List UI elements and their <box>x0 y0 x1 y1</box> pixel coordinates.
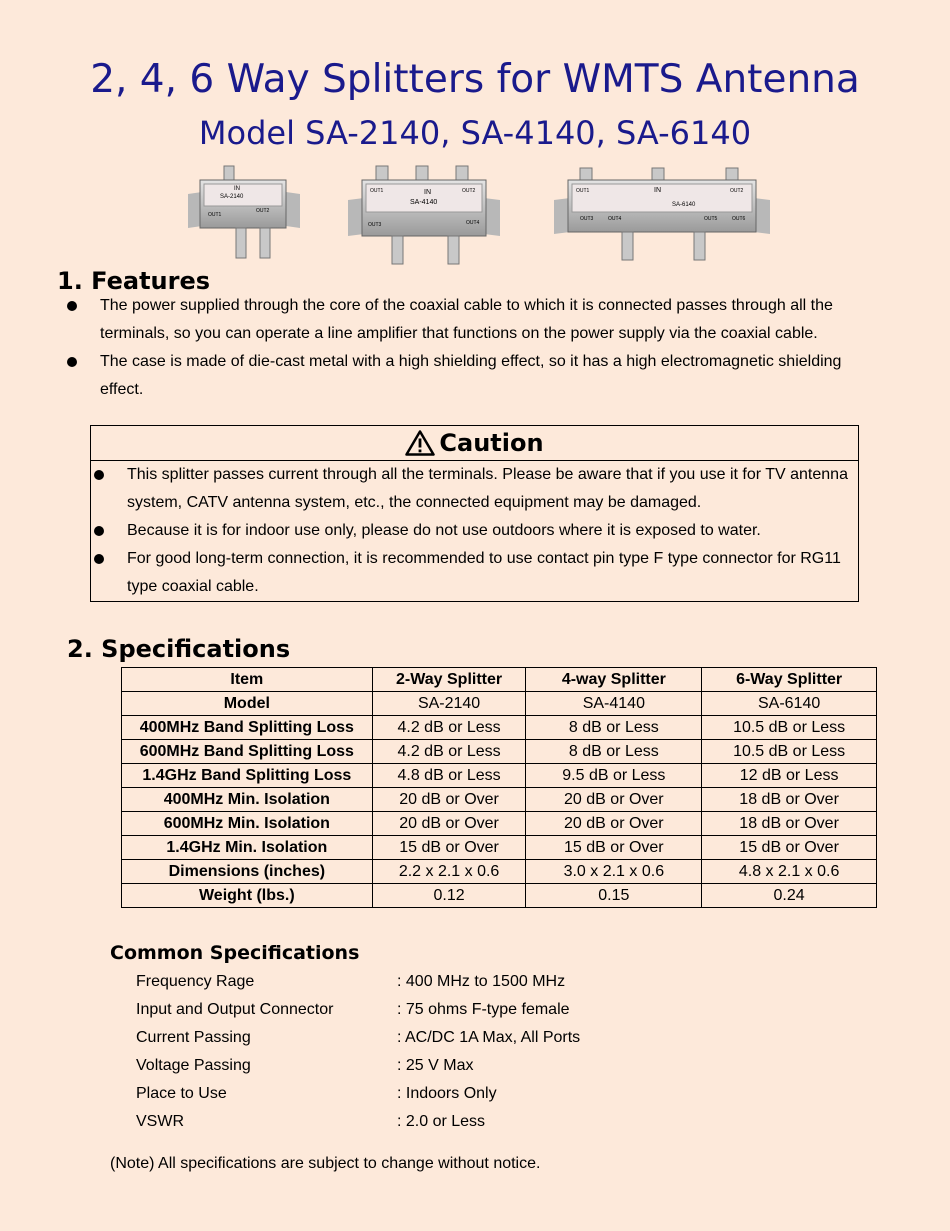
common-spec-label: Current Passing <box>136 1029 251 1046</box>
footnote: (Note) All specifications are subject to change without notice. <box>110 1155 541 1172</box>
sa-2140-in-label: IN <box>234 186 240 192</box>
common-spec-label: Input and Output Connector <box>136 1001 334 1018</box>
caution-title: Caution <box>439 429 544 457</box>
sa-2140-out2-label: OUT2 <box>256 208 270 214</box>
common-spec-value: : AC/DC 1A Max, All Ports <box>397 1029 581 1046</box>
sa-6140-out4-label: OUT4 <box>608 216 622 222</box>
row-header: Dimensions (inches) <box>122 860 373 884</box>
common-spec-value: : Indoors Only <box>397 1085 497 1102</box>
table-cell: 18 dB or Over <box>702 788 877 812</box>
table-cell: SA-4140 <box>526 692 702 716</box>
table-cell: 15 dB or Over <box>526 836 702 860</box>
column-header: Item <box>122 668 373 692</box>
sa-4140-model-label: SA-4140 <box>410 199 438 206</box>
sa-6140-model-label: SA-6140 <box>672 202 696 208</box>
row-header: 1.4GHz Min. Isolation <box>122 836 373 860</box>
page-subtitle: Model SA-2140, SA-4140, SA-6140 <box>198 114 752 152</box>
column-header: 4-way Splitter <box>526 668 702 692</box>
row-header: Weight (lbs.) <box>122 884 373 908</box>
table-row <box>122 836 877 860</box>
common-spec-label: Place to Use <box>136 1085 227 1102</box>
table-cell: 4.2 dB or Less <box>372 716 526 740</box>
table-cell: 4.2 dB or Less <box>372 740 526 764</box>
row-header: 1.4GHz Band Splitting Loss <box>122 764 373 788</box>
sa-6140-out2-label: OUT2 <box>730 188 744 194</box>
features-heading: 1. Features <box>57 267 211 295</box>
table-row <box>122 764 877 788</box>
sa-2140-model-label: SA-2140 <box>220 194 244 200</box>
table-cell: 4.8 x 2.1 x 0.6 <box>702 860 877 884</box>
common-spec-value: : 400 MHz to 1500 MHz <box>397 973 566 990</box>
sa-4140-in-label: IN <box>424 189 431 196</box>
column-header: 6-Way Splitter <box>702 668 877 692</box>
sa-2140-out1-label: OUT1 <box>208 212 222 218</box>
common-spec-value: : 25 V Max <box>397 1057 474 1074</box>
table-cell: 2.2 x 2.1 x 0.6 <box>372 860 526 884</box>
table-cell: 0.12 <box>372 884 526 908</box>
table-header-row <box>122 668 877 692</box>
row-header: 400MHz Band Splitting Loss <box>122 716 373 740</box>
sa-6140-out3-label: OUT3 <box>580 216 594 222</box>
sa-2140-splitter-image <box>188 164 300 264</box>
sa-6140-out1-label: OUT1 <box>576 188 590 194</box>
table-cell: 20 dB or Over <box>372 788 526 812</box>
page-title: 2, 4, 6 Way Splitters for WMTS Antenna <box>90 57 860 102</box>
table-cell: 9.5 dB or Less <box>526 764 702 788</box>
common-spec-label: VSWR <box>136 1113 184 1130</box>
row-header: 600MHz Min. Isolation <box>122 812 373 836</box>
table-row <box>122 716 877 740</box>
sa-6140-in-label: IN <box>654 187 661 194</box>
sa-4140-splitter-image <box>348 164 500 268</box>
caution-list <box>91 461 857 601</box>
table-cell: 3.0 x 2.1 x 0.6 <box>526 860 702 884</box>
table-cell: SA-2140 <box>372 692 526 716</box>
sa-4140-out1-label: OUT1 <box>370 188 384 194</box>
table-row <box>122 692 877 716</box>
table-cell: 15 dB or Over <box>702 836 877 860</box>
table-cell: SA-6140 <box>702 692 877 716</box>
specifications-heading: 2. Specifications <box>67 635 291 663</box>
column-header: 2-Way Splitter <box>372 668 526 692</box>
list-item: This splitter passes current through all the terminals. Please be aware that if you use it for TV antenna system, CATV antenna system, etc., the connected equipment may be damaged. <box>91 461 857 517</box>
table-cell: 8 dB or Less <box>526 716 702 740</box>
table-cell: 0.24 <box>702 884 877 908</box>
common-specifications-heading: Common Specifications <box>110 942 360 964</box>
warning-triangle-icon <box>405 430 435 456</box>
table-cell: 10.5 dB or Less <box>702 716 877 740</box>
caution-box <box>90 425 859 602</box>
specifications-table <box>121 667 877 908</box>
list-item: For good long-term connection, it is recommended to use contact pin type F type connector for RG11 type coaxial cable. <box>91 545 857 601</box>
table-cell: 15 dB or Over <box>372 836 526 860</box>
sa-4140-out3-label: OUT3 <box>368 222 382 228</box>
table-row <box>122 812 877 836</box>
sa-6140-out5-label: OUT5 <box>704 216 718 222</box>
caution-header <box>91 426 858 461</box>
common-spec-label: Frequency Rage <box>136 973 255 990</box>
features-list <box>64 292 864 404</box>
table-row <box>122 788 877 812</box>
table-cell: 4.8 dB or Less <box>372 764 526 788</box>
sa-4140-out2-label: OUT2 <box>462 188 476 194</box>
list-item: Because it is for indoor use only, please do not use outdoors where it is exposed to water. <box>91 517 857 545</box>
list-item: The power supplied through the core of the coaxial cable to which it is connected passes through all the terminals, so you can operate a line amplifier that functions on the power supply via the coaxial cable. <box>64 292 864 348</box>
list-item: The case is made of die-cast metal with a high shielding effect, so it has a high electromagnetic shielding effect. <box>64 348 864 404</box>
common-spec-value: : 75 ohms F-type female <box>397 1001 570 1018</box>
table-cell: 8 dB or Less <box>526 740 702 764</box>
sa-6140-out6-label: OUT6 <box>732 216 746 222</box>
table-cell: 20 dB or Over <box>372 812 526 836</box>
table-row <box>122 740 877 764</box>
row-header: 600MHz Band Splitting Loss <box>122 740 373 764</box>
table-cell: 12 dB or Less <box>702 764 877 788</box>
table-cell: 10.5 dB or Less <box>702 740 877 764</box>
sa-6140-splitter-image <box>554 164 770 266</box>
table-cell: 18 dB or Over <box>702 812 877 836</box>
row-header: Model <box>122 692 373 716</box>
table-cell: 20 dB or Over <box>526 788 702 812</box>
table-cell: 0.15 <box>526 884 702 908</box>
table-row <box>122 884 877 908</box>
common-spec-label: Voltage Passing <box>136 1057 251 1074</box>
table-row <box>122 860 877 884</box>
common-spec-value: : 2.0 or Less <box>397 1113 486 1130</box>
sa-4140-out4-label: OUT4 <box>466 220 480 226</box>
table-cell: 20 dB or Over <box>526 812 702 836</box>
row-header: 400MHz Min. Isolation <box>122 788 373 812</box>
